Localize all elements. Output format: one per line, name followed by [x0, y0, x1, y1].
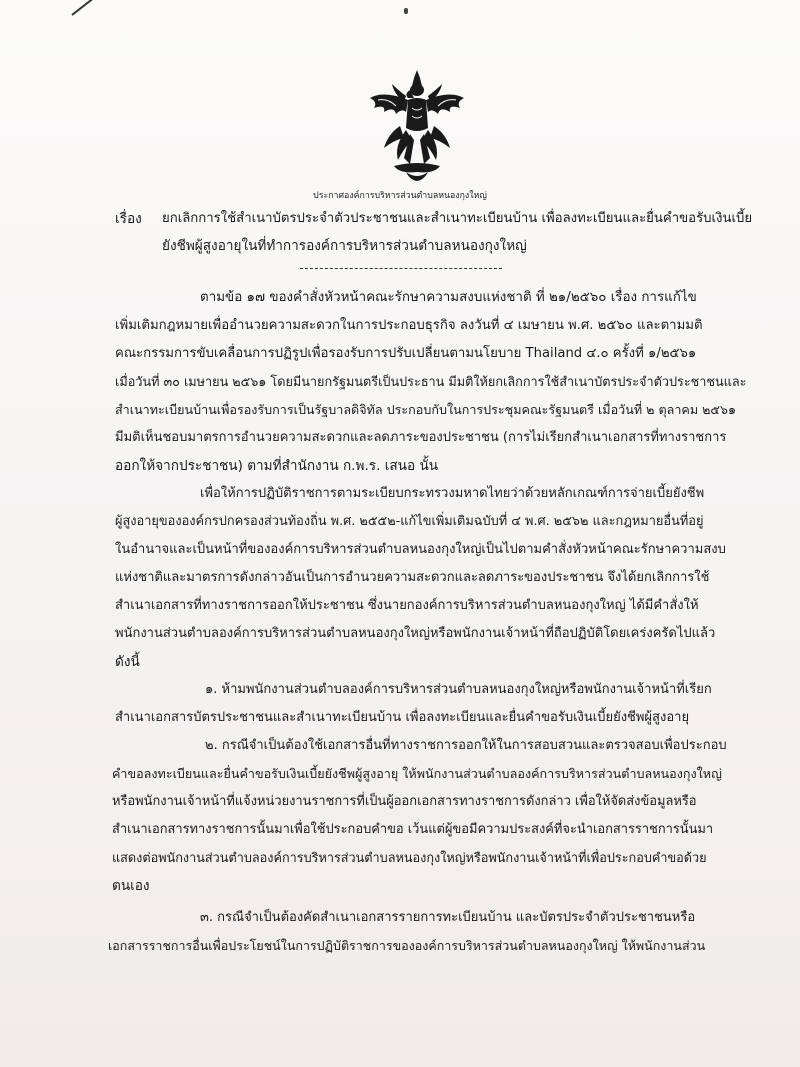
subject-line: ยกเลิกการใช้สำเนาบัตรประจำตัวประชาชนและสำเนาทะเบียนบ้าน เพื่อลงทะเบียนและยื่นคำขอรับเงินเบี้ย — [162, 211, 753, 226]
body-line: มีมติเห็นชอบมาตรการอำนวยความสะดวกและลดภาระของประชาชน (การไม่เรียกสำเนาเอกสารที่ทางราชการ — [115, 430, 727, 445]
body-line: ในอำนาจและเป็นหน้าที่ขององค์การบริหารส่วนตำบลหนองกุงใหญ่เป็นไปตามคำสั่งหัวหน้าคณะรักษาความสงบ — [115, 542, 726, 557]
subject-line: ยังชีพผู้สูงอายุในที่ทำการองค์การบริหารส่วนตำบลหนองกุงใหญ่ — [162, 238, 527, 254]
subject-label: เรื่อง — [115, 211, 142, 227]
list-item-line: ๒. กรณีจำเป็นต้องใช้เอกสารอื่นที่ทางราชการออกให้ในการสอบสวนและตรวจสอบเพื่อประกอบ — [205, 738, 727, 753]
body-line: สำเนาทะเบียนบ้านเพื่อรองรับการเป็นรัฐบาลดิจิทัล ประกอบกับในการประชุมคณะรัฐมนตรี เมื่อวันที่ ๒ ตุลาคม ๒๕๖๑ — [115, 402, 736, 417]
body-line: ผู้สูงอายุขององค์กรปกครองส่วนท้องถิ่น พ.ศ. ๒๕๕๒-แก้ไขเพิ่มเติมฉบับที่ ๔ พ.ศ. ๒๕๖๒ และกฎหมายอื่นที่อยู่ — [115, 514, 704, 529]
body-line: แห่งชาติและมาตรการดังกล่าวอันเป็นการอำนวยความสะดวกและลดภาระของประชาชน จึงได้ยกเลิกการใช้ — [115, 570, 710, 585]
body-line: ดังนี้ — [115, 654, 140, 670]
list-item-line: คำขอลงทะเบียนและยื่นคำขอรับเงินเบี้ยยังชีพผู้สูงอายุ ให้พนักงานส่วนตำบลองค์การบริหารส่วนตำบลหนองกุงใหญ่ — [112, 766, 722, 781]
body-line: ออกให้จากประชาชน) ตามที่สำนักงาน ก.พ.ร. เสนอ นั้น — [115, 458, 439, 474]
list-item-line: สำเนาเอกสารทางราชการนั้นมาเพื่อใช้ประกอบคำขอ เว้นแต่ผู้ขอมีความประสงค์ที่จะนำเอกสารราชการนั้นมา — [112, 822, 714, 837]
list-item-line: ตนเอง — [112, 878, 150, 894]
body-line: เพิ่มเติมกฎหมายเพื่ออำนวยความสะดวกในการประกอบธุรกิจ ลงวันที่ ๔ เมษายน พ.ศ. ๒๕๖๐ และตามมติ — [115, 318, 703, 333]
garuda-emblem — [364, 68, 470, 182]
body-line: สำเนาเอกสารที่ทางราชการออกให้ประชาชน ซึ่งนายกองค์การบริหารส่วนตำบลหนองกุงใหญ่ ได้มีคำสั่งให้ — [115, 598, 699, 613]
body-line: เมื่อวันที่ ๓๐ เมษายน ๒๕๖๑ โดยมีนายกรัฐมนตรีเป็นประธาน มีมติให้ยกเลิกการใช้สำเนาบัตรประจำตัวประชาชนและ — [115, 374, 747, 389]
body-line: ตามข้อ ๑๗ ของคำสั่งหัวหน้าคณะรักษาความสงบแห่งชาติ ที่ ๒๑/๒๕๖๐ เรื่อง การแก้ไข — [200, 290, 697, 305]
list-item-line: ๑. ห้ามพนักงานส่วนตำบลองค์การบริหารส่วนตำบลหนองกุงใหญ่หรือพนักงานเจ้าหน้าที่เรียก — [205, 682, 712, 697]
garuda-emblem-icon — [364, 68, 470, 182]
pen-mark — [71, 0, 96, 16]
divider — [300, 268, 502, 269]
ink-dot — [404, 8, 408, 14]
list-item-line: เอกสารราชการอื่นเพื่อประโยชน์ในการปฏิบัติราชการขององค์การบริหารส่วนตำบลหนองกุงใหญ่ ให้พนักงานส่วน — [108, 938, 706, 953]
list-item-line: ๓. กรณีจำเป็นต้องคัดสำเนาเอกสารรายการทะเบียนบ้าน และบัตรประจำตัวประชาชนหรือ — [200, 910, 696, 925]
body-line: พนักงานส่วนตำบลองค์การบริหารส่วนตำบลหนองกุงใหญ่หรือพนักงานเจ้าหน้าที่ถือปฏิบัติโดยเคร่งครัดไปแล้ว — [115, 626, 716, 641]
body-line: คณะกรรมการขับเคลื่อนการปฏิรูปเพื่อรองรับการปรับเปลี่ยนตามนโยบาย Thailand ๔.๐ ครั้งที่ ๑/๒๕๖๑ — [115, 346, 697, 361]
list-item-line: แสดงต่อพนักงานส่วนตำบลองค์การบริหารส่วนตำบลหนองกุงใหญ่หรือพนักงานเจ้าหน้าที่เพื่อประกอบคำขอด้วย — [112, 850, 707, 865]
announcement-title: ประกาศองค์การบริหารส่วนตำบลหนองกุงใหญ่ — [313, 191, 487, 201]
list-item-line: หรือพนักงานเจ้าหน้าที่แจ้งหน่วยงานราชการที่เป็นผู้ออกเอกสารทางราชการดังกล่าว เพื่อให้จัดส่งข้อมูลหรือ — [112, 794, 697, 809]
body-line: เพื่อให้การปฏิบัติราชการตามระเบียบกระทรวงมหาดไทยว่าด้วยหลักเกณฑ์การจ่ายเบี้ยยังชีพ — [200, 486, 705, 501]
list-item-line: สำเนาเอกสารบัตรประชาชนและสำเนาทะเบียนบ้าน เพื่อลงทะเบียนและยื่นคำขอรับเงินเบี้ยยังชีพผู้สูงอายุ — [115, 710, 690, 725]
